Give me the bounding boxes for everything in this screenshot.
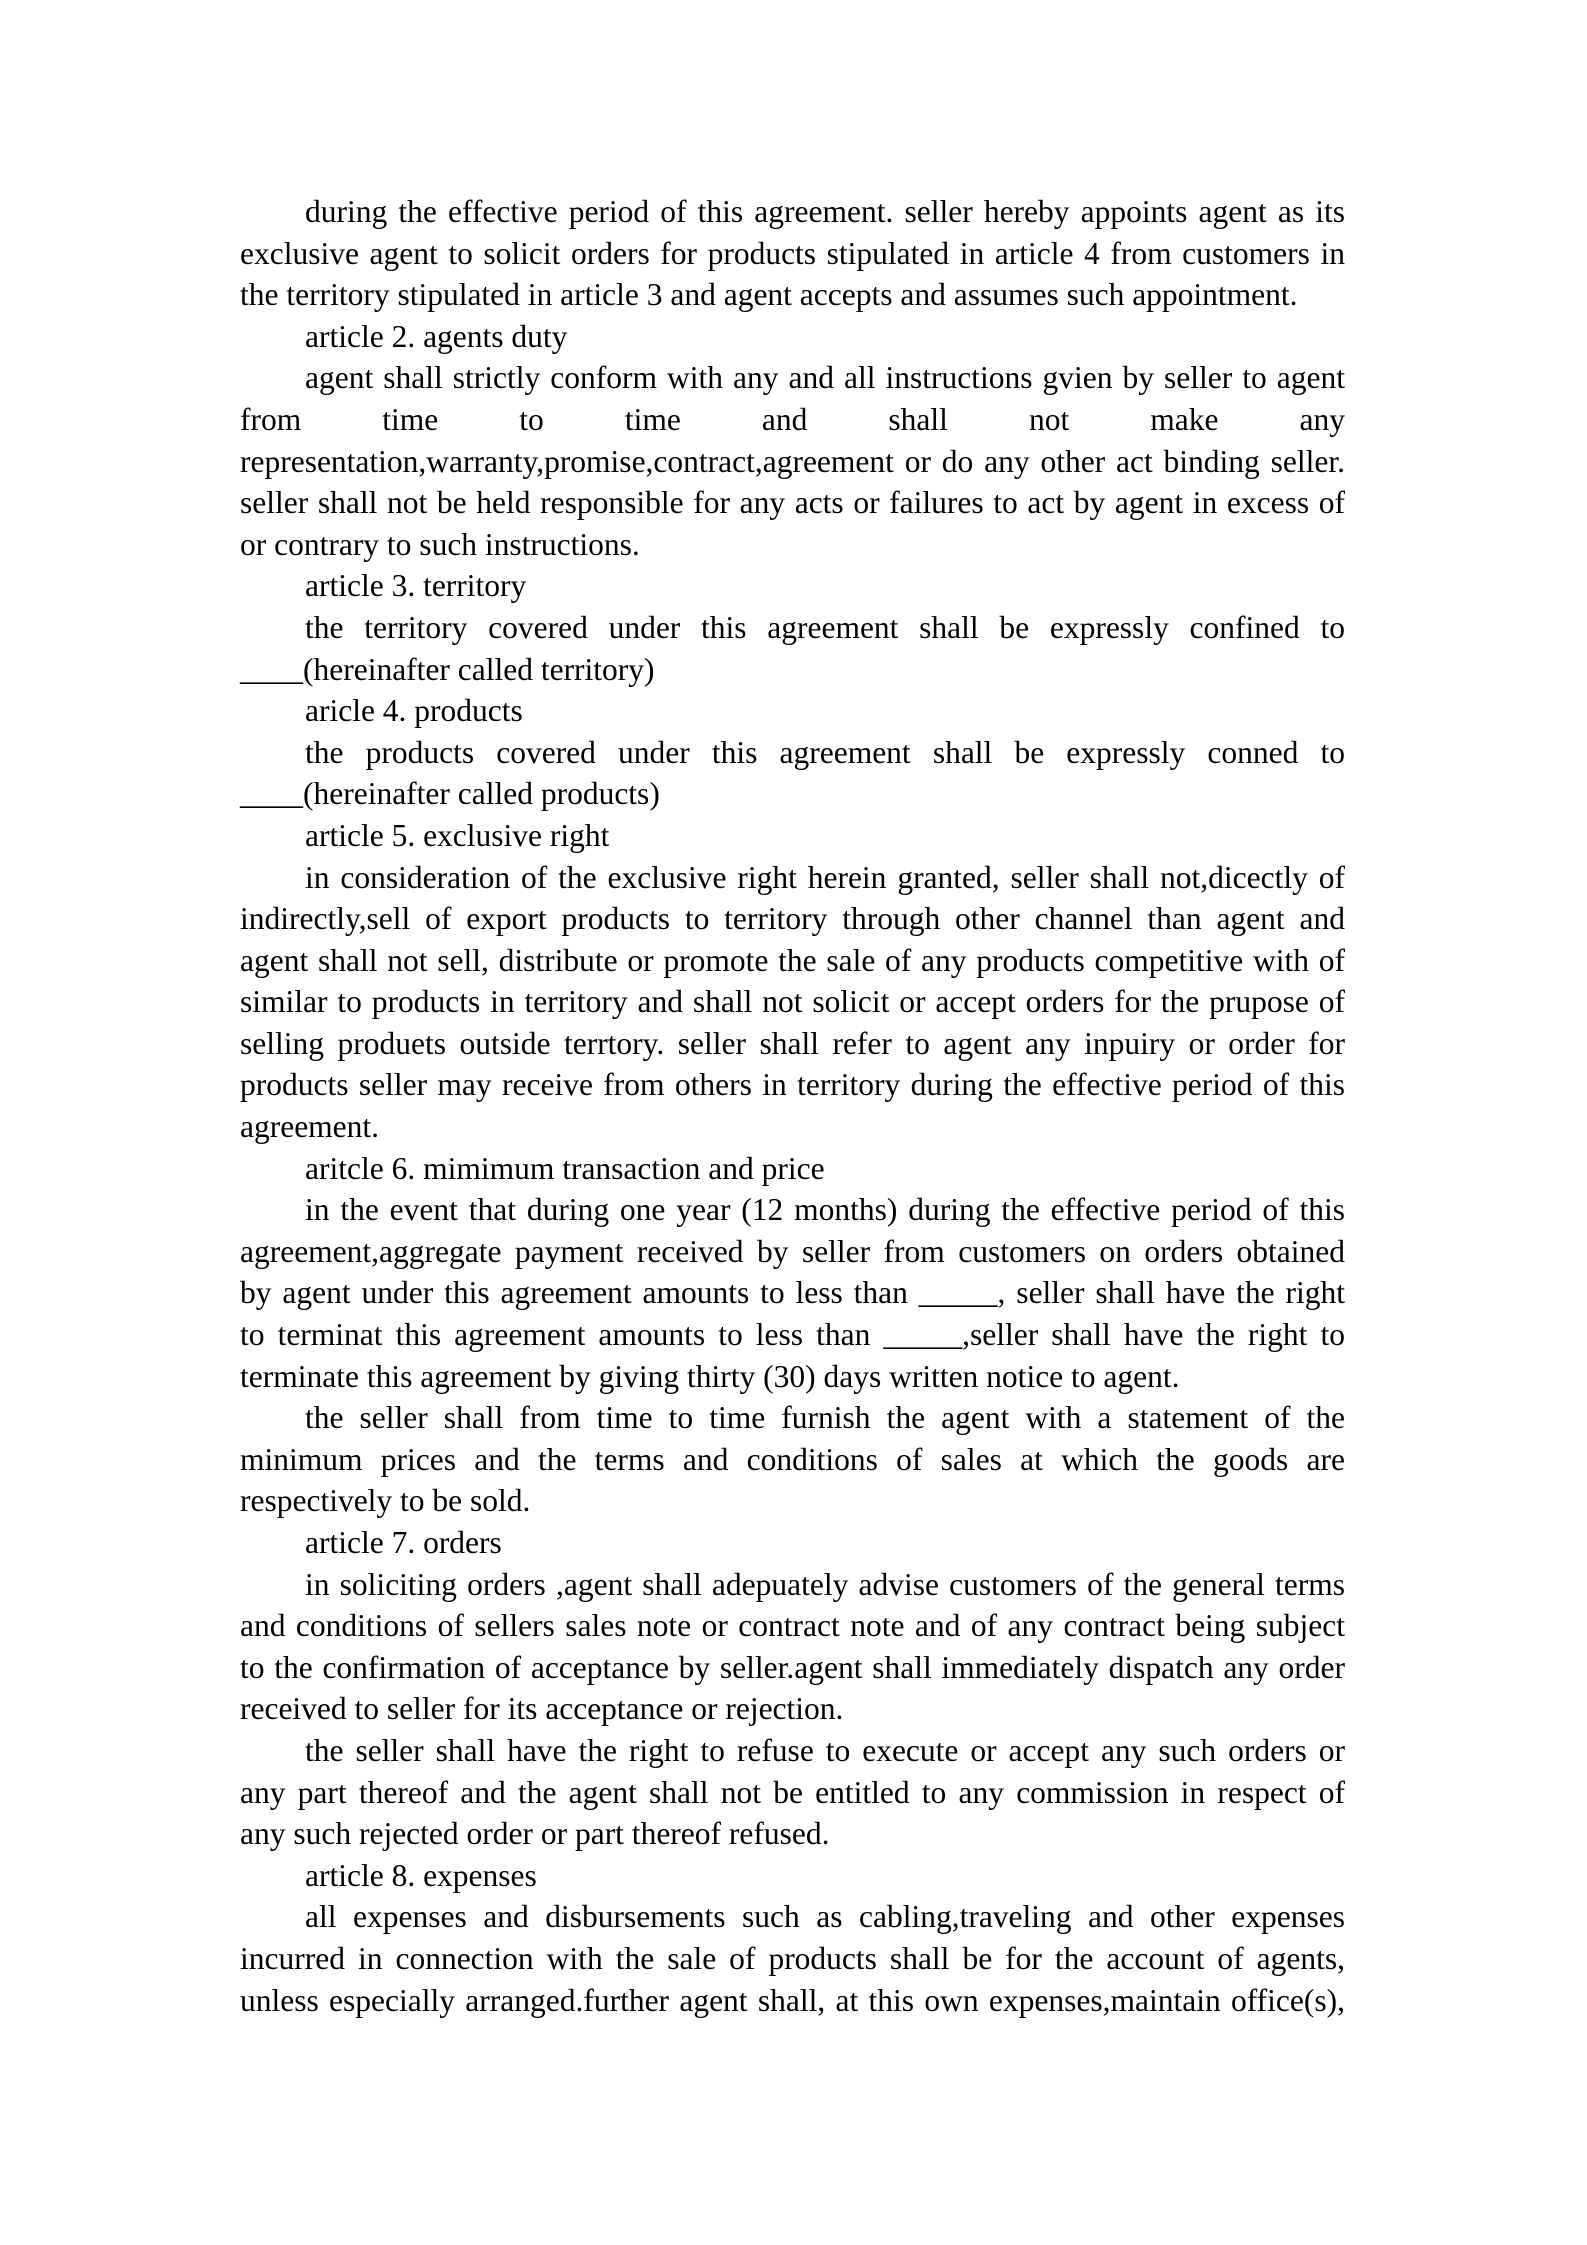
text-line: the seller shall from time to time furnish the agent with a statement of the	[305, 1400, 1345, 1436]
paragraph	[240, 732, 1345, 815]
heading-text: aritcle 6. mimimum transaction and price	[305, 1150, 825, 1186]
text-line: or contrary to such instructions.	[240, 526, 640, 562]
paragraph	[240, 1730, 1345, 1855]
article-heading	[240, 690, 1345, 732]
text-line: agent shall not sell, distribute or promote the sale of any products competitive with of	[240, 942, 1345, 978]
text-line: in soliciting orders ,agent shall adepuately advise customers of the general terms	[305, 1566, 1345, 1602]
text-line: the territory covered under this agreement shall be expressly confined to	[305, 609, 1345, 645]
text-line: in the event that during one year (12 months) during the effective period of this	[305, 1192, 1345, 1228]
heading-text: article 5. exclusive right	[305, 817, 610, 853]
text-line: all expenses and disbursements such as cabling,traveling and other expenses	[305, 1899, 1345, 1935]
text-line: similar to products in territory and shall not solicit or accept orders for the prupose of	[240, 984, 1345, 1020]
text-line: unless especially arranged.further agent shall, at this own expenses,maintain office(s),	[240, 1982, 1345, 2018]
text-line: agreement,aggregate payment received by seller from customers on orders obtained	[240, 1233, 1345, 1269]
text-line: any part thereof and the agent shall not be entitled to any commission in respect of	[240, 1774, 1345, 1810]
text-line: agent shall strictly conform with any and all instructions gvien by seller to agent	[305, 360, 1345, 396]
article-heading	[240, 815, 1345, 857]
article-heading	[240, 1522, 1345, 1564]
text-line: any such rejected order or part thereof refused.	[240, 1816, 830, 1852]
article-heading	[240, 1855, 1345, 1897]
heading-text: article 2. agents duty	[305, 318, 568, 354]
paragraph	[240, 191, 1345, 316]
text-line: the products covered under this agreement shall be expressly conned to	[305, 734, 1345, 770]
article-heading	[240, 316, 1345, 358]
paragraph	[240, 1189, 1345, 1397]
heading-text: aricle 4. products	[305, 693, 523, 729]
text-line: the seller shall have the right to refuse to execute or accept any such orders or	[305, 1732, 1345, 1768]
text-line: products seller may receive from others in territory during the effective period of this	[240, 1067, 1345, 1103]
text-line: in consideration of the exclusive right herein granted, seller shall not,dicectly of	[305, 859, 1345, 895]
text-line: minimum prices and the terms and conditions of sales at which the goods are	[240, 1441, 1345, 1477]
text-line: to terminat this agreement amounts to less than _____,seller shall have the right to	[240, 1317, 1345, 1353]
paragraph	[240, 607, 1345, 690]
text-line: and conditions of sellers sales note or contract note and of any contract being subject	[240, 1608, 1345, 1644]
text-line: by agent under this agreement amounts to less than _____, seller shall have the right	[240, 1275, 1345, 1311]
text-line: received to seller for its acceptance or rejection.	[240, 1691, 844, 1727]
text-line: selling produets outside terrtory. seller shall refer to agent any inpuiry or order for	[240, 1025, 1345, 1061]
text-line: from time to time and shall not make any	[240, 401, 1345, 437]
text-line: to the confirmation of acceptance by seller.agent shall immediately dispatch any order	[240, 1649, 1345, 1685]
text-line: exclusive agent to solicit orders for products stipulated in article 4 from customers in	[240, 235, 1345, 271]
paragraph	[240, 1896, 1345, 2021]
text-line: terminate this agreement by giving thirty (30) days written notice to agent.	[240, 1358, 1180, 1394]
heading-text: article 3. territory	[305, 568, 527, 604]
text-line: agreement.	[240, 1109, 380, 1145]
paragraph	[240, 857, 1345, 1148]
text-line: representation,warranty,promise,contract,agreement or do any other act binding seller.	[240, 443, 1345, 479]
text-line: the territory stipulated in article 3 and agent accepts and assumes such appointment.	[240, 277, 1298, 313]
heading-text: article 7. orders	[305, 1525, 502, 1560]
text-line: seller shall not be held responsible for any acts or failures to act by agent in excess of	[240, 485, 1345, 521]
document-page	[240, 191, 1345, 2021]
heading-text: article 8. expenses	[305, 1857, 537, 1893]
paragraph	[240, 1397, 1345, 1522]
article-heading	[240, 565, 1345, 607]
text-line: during the effective period of this agreement. seller hereby appoints agent as its	[305, 194, 1345, 229]
paragraph	[240, 357, 1345, 565]
text-line: ____(hereinafter called territory)	[240, 651, 655, 687]
text-line: incurred in connection with the sale of products shall be for the account of agents,	[240, 1940, 1345, 1976]
text-line: respectively to be sold.	[240, 1483, 531, 1519]
text-line: ____(hereinafter called products)	[240, 776, 660, 812]
article-heading	[240, 1148, 1345, 1190]
paragraph	[240, 1564, 1345, 1730]
text-line: indirectly,sell of export products to territory through other channel than agent and	[240, 901, 1345, 937]
